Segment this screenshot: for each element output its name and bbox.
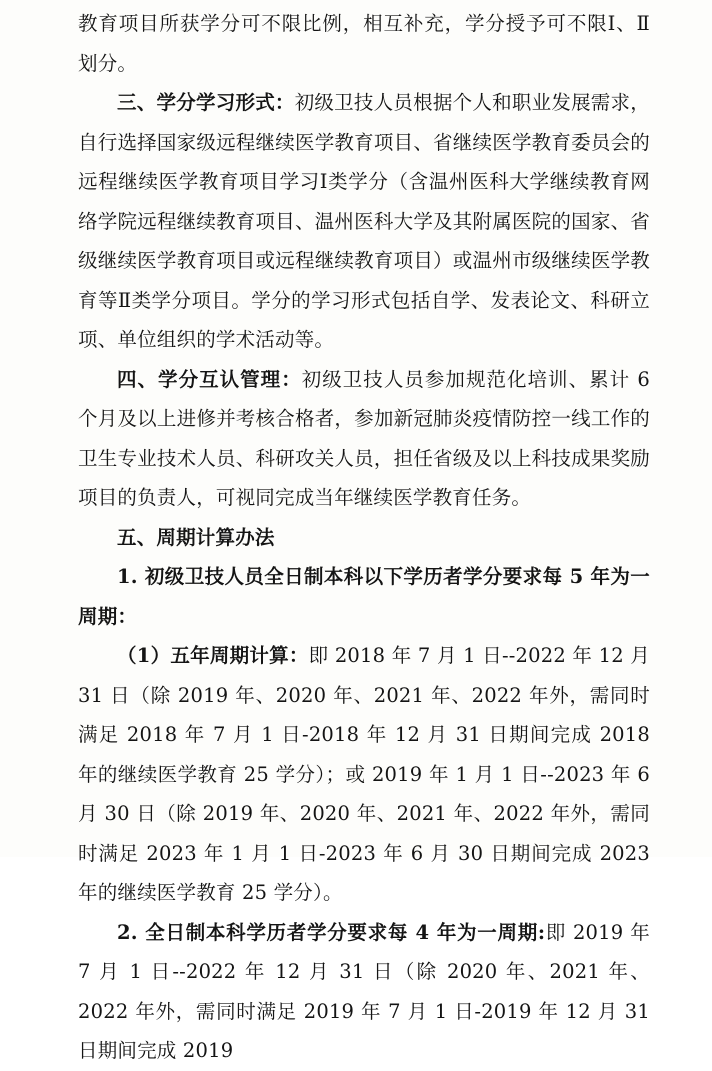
p-item-1-segment-0: 1. 初级卫技人员全日制本科以下学历者学分要求每 5 年为一周期：: [78, 565, 650, 628]
document-body: [78, 4, 650, 1071]
p-section-five-title-segment-0: 五、周期计算办法: [117, 525, 275, 549]
p-section-four: [78, 360, 650, 518]
p-continuation-segment-0: 教育项目所获学分可不限比例，相互补充，学分授予可不限Ⅰ、Ⅱ划分。: [78, 12, 650, 75]
p-section-three: [78, 83, 650, 360]
p-item-2-segment-0: 2. 全日制本科学历者学分要求每 4 年为一周期:: [117, 920, 546, 944]
p-item-2: [78, 913, 650, 1071]
p-continuation: [78, 4, 650, 83]
p-section-three-segment-1: 初级卫技人员根据个人和职业发展需求，自行选择国家级远程继续医学教育项目、省继续医学教育委员会的远程继续医学教育项目学习Ⅰ类学分（含温州医科大学继续教育网络学院远程继续教育项目、温州医科大学及其附属医院的国家、省级继续医学教育项目或远程继续教育项目）或温州市级继续医学教育等Ⅱ类学分项目。学分的学习形式包括自学、发表论文、科研立项、单位组织的学术活动等。: [78, 91, 650, 351]
p-item-1-1-segment-0: （1）五年周期计算：: [117, 644, 309, 667]
p-item-1-1: [78, 636, 650, 913]
p-item-1-1-segment-1: 即 2018 年 7 月 1 日--2022 年 12 月 31 日（除 2019 年、2020 年、2021 年、2022 年外，需同时满足 2018 年 7 月 1 日-2018 年 12 月 31 日期间完成 2018 年的继续医学教育 25 学分）；或 2019 年 1 月 1 日--2023 年 6 月 30 日（除 2019 年、2020 年、2021 年、2022 年外，需同时满足 2023 年 1 月 1 日-2023 年 6 月 30 日期间完成 2023 年的继续医学教育 25 学分）。: [78, 644, 650, 904]
p-section-five-title: [78, 518, 650, 558]
p-section-four-segment-0: 四、学分互认管理：: [117, 367, 302, 391]
p-item-2-segment-1: 即 2019 年 7 月 1 日--2022 年 12 月 31 日（除 2020 年、2021 年、2022 年外，需同时满足 2019 年 7 月 1 日-2019 年 12 月 31 日期间完成 2019: [78, 920, 650, 1062]
p-section-four-segment-1: 初级卫技人员参加规范化培训、累计 6 个月及以上进修并考核合格者，参加新冠肺炎疫情防控一线工作的卫生专业技术人员、科研攻关人员，担任省级及以上科技成果奖励项目的负责人，可视同完成当年继续医学教育任务。: [78, 367, 650, 509]
p-item-1: [78, 557, 650, 636]
p-section-three-segment-0: 三、学分学习形式：: [117, 91, 295, 114]
